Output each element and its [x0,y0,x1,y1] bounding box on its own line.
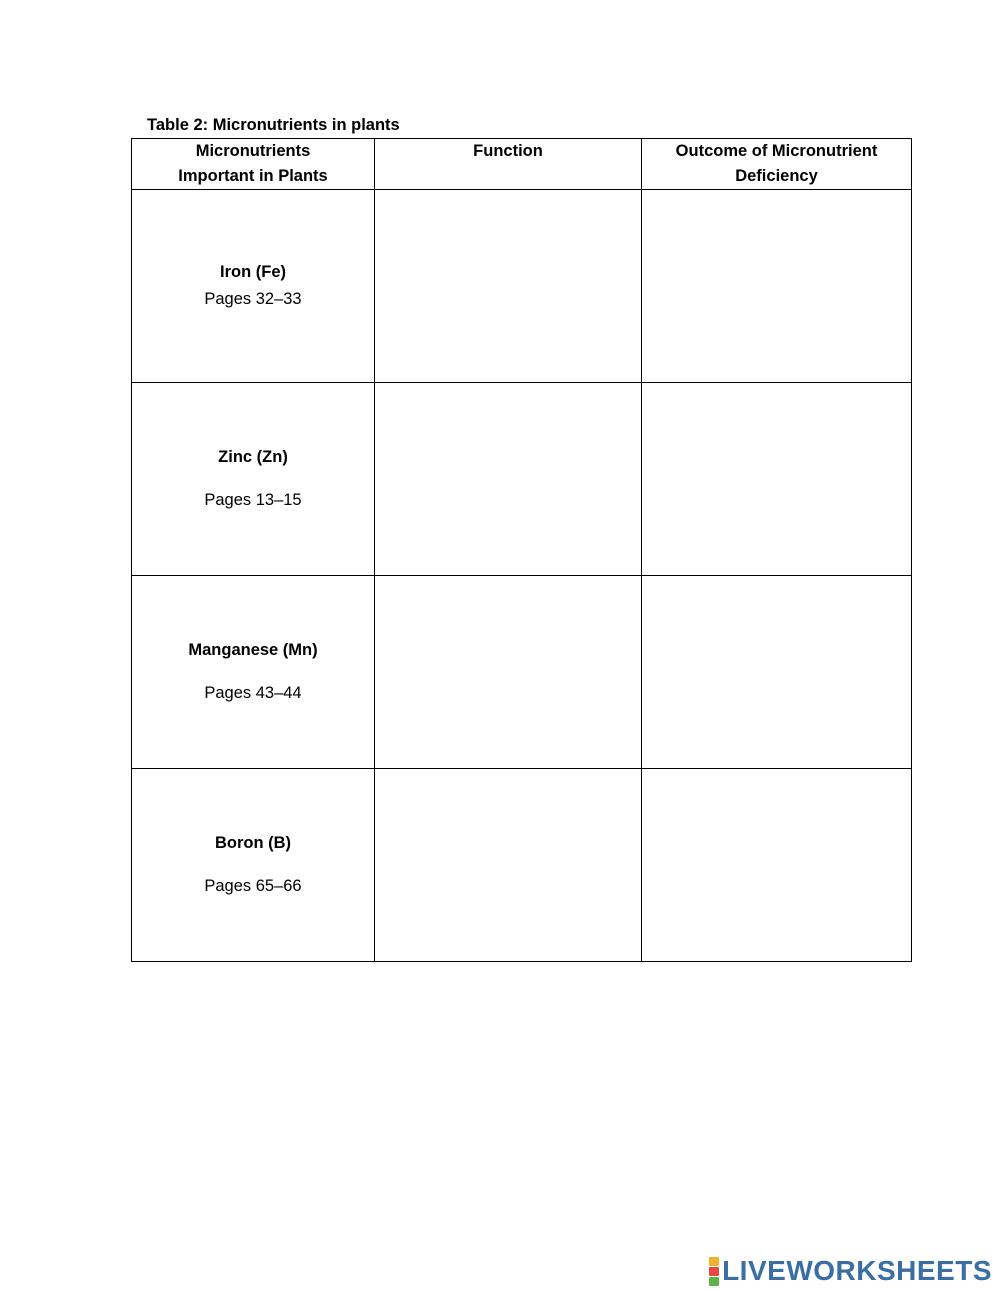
liveworksheets-logo-text: LIVEWORKSHEETS [722,1255,992,1286]
header-function-label: Function [473,142,543,160]
logo-block [709,1277,719,1286]
nutrient-cell-boron [132,769,375,962]
logo-block [709,1257,719,1266]
logo-block [709,1267,719,1276]
table-caption: Table 2: Micronutrients in plants [147,116,400,134]
nutrient-name: Zinc (Zn) [218,448,288,466]
function-answer-cell[interactable] [375,576,642,769]
header-outcome-line2: Deficiency [735,167,818,185]
header-micronutrients [132,139,375,190]
function-answer-cell[interactable] [375,383,642,576]
micronutrients-table [131,138,912,962]
nutrient-pages: Pages 65–66 [204,877,302,895]
liveworksheets-watermark [709,1255,992,1287]
nutrient-cell-zinc [132,383,375,576]
outcome-answer-cell[interactable] [642,190,912,383]
nutrient-pages: Pages 32–33 [204,290,302,308]
table-row [132,190,912,383]
table-row [132,383,912,576]
header-outcome-line1: Outcome of Micronutrient [675,142,878,160]
outcome-answer-cell[interactable] [642,769,912,962]
nutrient-pages: Pages 13–15 [204,491,302,509]
table-row [132,769,912,962]
table-header-row [132,139,912,190]
function-answer-cell[interactable] [375,769,642,962]
nutrient-name: Boron (B) [214,834,292,852]
header-micronutrients-line2: Important in Plants [178,167,328,185]
function-answer-cell[interactable] [375,190,642,383]
outcome-answer-cell[interactable] [642,383,912,576]
table-row [132,576,912,769]
nutrient-cell-iron [132,190,375,383]
header-micronutrients-line1: Micronutrients [195,142,311,160]
header-function [375,139,642,190]
liveworksheets-logo-icon [709,1257,719,1286]
nutrient-pages: Pages 43–44 [204,684,302,702]
outcome-answer-cell[interactable] [642,576,912,769]
nutrient-cell-manganese [132,576,375,769]
nutrient-name: Manganese (Mn) [188,641,318,659]
header-outcome [642,139,912,190]
nutrient-name: Iron (Fe) [220,263,286,281]
